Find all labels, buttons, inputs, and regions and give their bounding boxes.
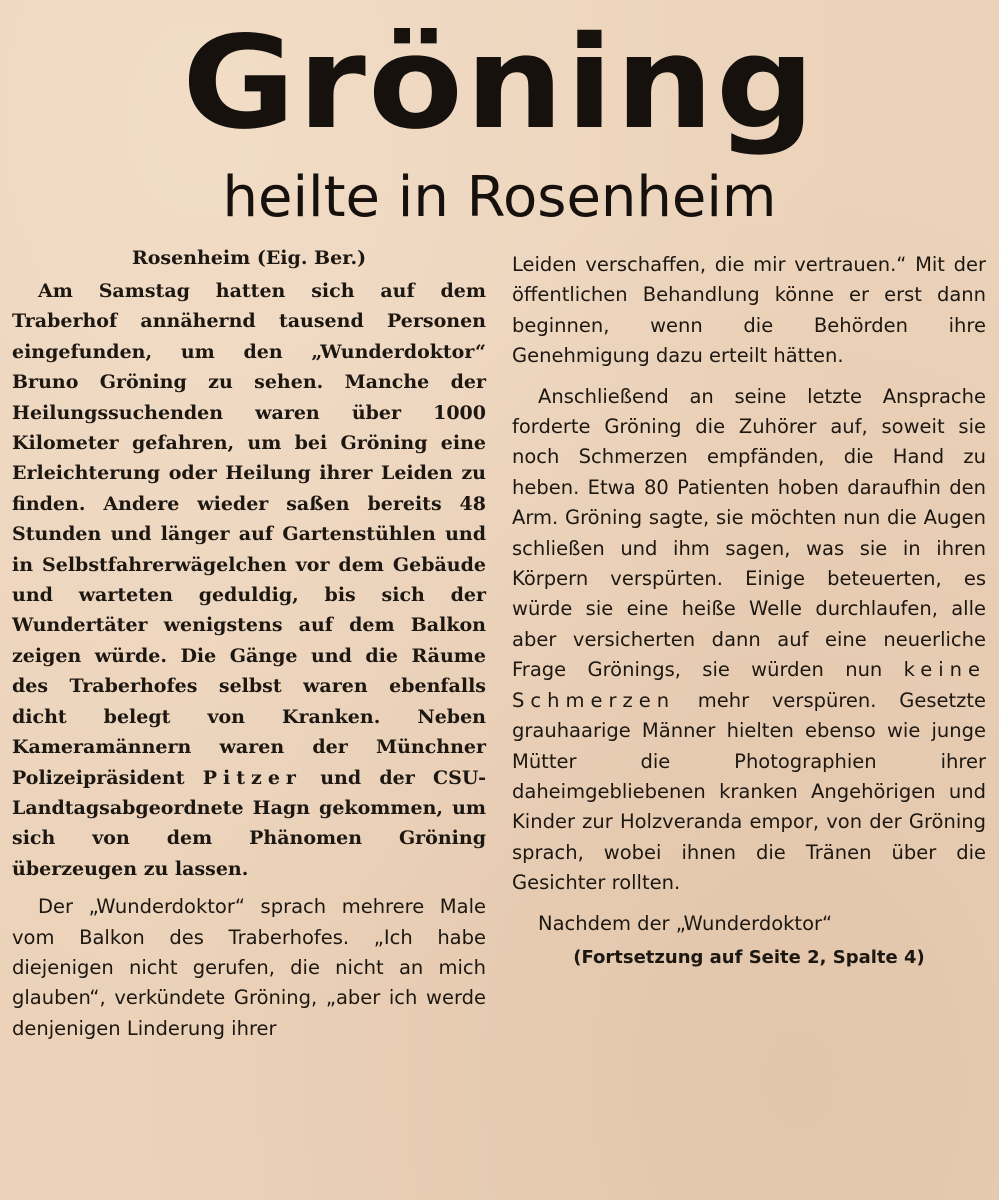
headline: Gröning: [182, 9, 817, 158]
word-keine: keine: [903, 658, 986, 682]
paragraph-2: Der „Wunderdoktor“ sprach mehrere Male vom Balkon des Traberhofes. „Ich habe diejenigen nicht gerufen, die nicht an mich glauben“, verkündete Gröning, „aber ich werde denjenigen Linderung ihrer: [12, 895, 486, 1040]
dateline: Rosenheim (Eig. Ber.): [131, 247, 367, 269]
word-schmerzen: Schmerzen: [512, 688, 676, 712]
subheadline: heilte in Rosenheim: [222, 165, 777, 230]
paragraph-2-continued: Leiden verschaffen, die mir vertrauen.“ Mit der öffentlichen Behandlung könne er erst dann beginnen, wenn die Behörden ihre Genehmigung dazu erteilt hätten.: [512, 253, 986, 368]
column-left: [12, 244, 486, 1044]
lead-text-part2: und der CSU-Landtagsabgeordnete Hagn gekommen, um sich von dem Phänomen Gröning überzeugen zu lassen.: [12, 766, 486, 880]
para3-text-part1: Anschließend an seine letzte Ansprache forderte Gröning die Zuhörer auf, soweit sie noch Schmerzen empfänden, die Hand zu heben. Etwa 80 Patienten hoben daraufhin den Arm. Gröning sagte, sie möchten nun die Augen schließen und ihm sagen, was sie in ihren Körpern verspürten. Einige beteuerten, es würde sie eine heiße Welle durchlaufen, alle aber versicherten dann auf eine neuerliche Frage Grönings, sie würden nun: [512, 384, 986, 682]
paragraph-3: [512, 382, 986, 899]
column-right: [512, 250, 986, 973]
name-pitzer: Pitzer: [202, 766, 302, 789]
lead-text-part1: Am Samstag hatten sich auf dem Traberhof annähernd tausend Personen eingefunden, um den „Wunderdoktor“ Bruno Gröning zu sehen. Manche der Heilungssuchenden waren über 1000 Kilometer gefahren, um bei Gröning eine Erleichterung oder Heilung ihrer Leiden zu finden. Andere wieder saßen bereits 48 Stunden und länger auf Gartenstühlen und in Selbstfahrerwägelchen vor dem Gebäude und warteten geduldig, bis sich der Wundertäter wenigstens auf dem Balkon zeigen würde. Die Gänge und die Räume des Traberhofes selbst waren ebenfalls dicht belegt von Kranken. Neben Kameramännern waren der Münchner Polizeipräsident: [12, 280, 486, 789]
para3-text-part2: mehr verspüren. Gesetzte grauhaarige Männer hielten ebenso wie junge Mütter die Photographien ihrer daheimgebliebenen kranken Angehörigen und Kinder zur Holzveranda empor, von der Gröning sprach, wobei ihnen die Tränen über die Gesichter rollten.: [512, 688, 986, 895]
lead-paragraph: [12, 276, 486, 884]
paragraph-4: Nachdem der „Wunderdoktor“: [538, 911, 833, 935]
continuation-note: (Fortsetzung auf Seite 2, Spalte 4): [573, 946, 925, 968]
